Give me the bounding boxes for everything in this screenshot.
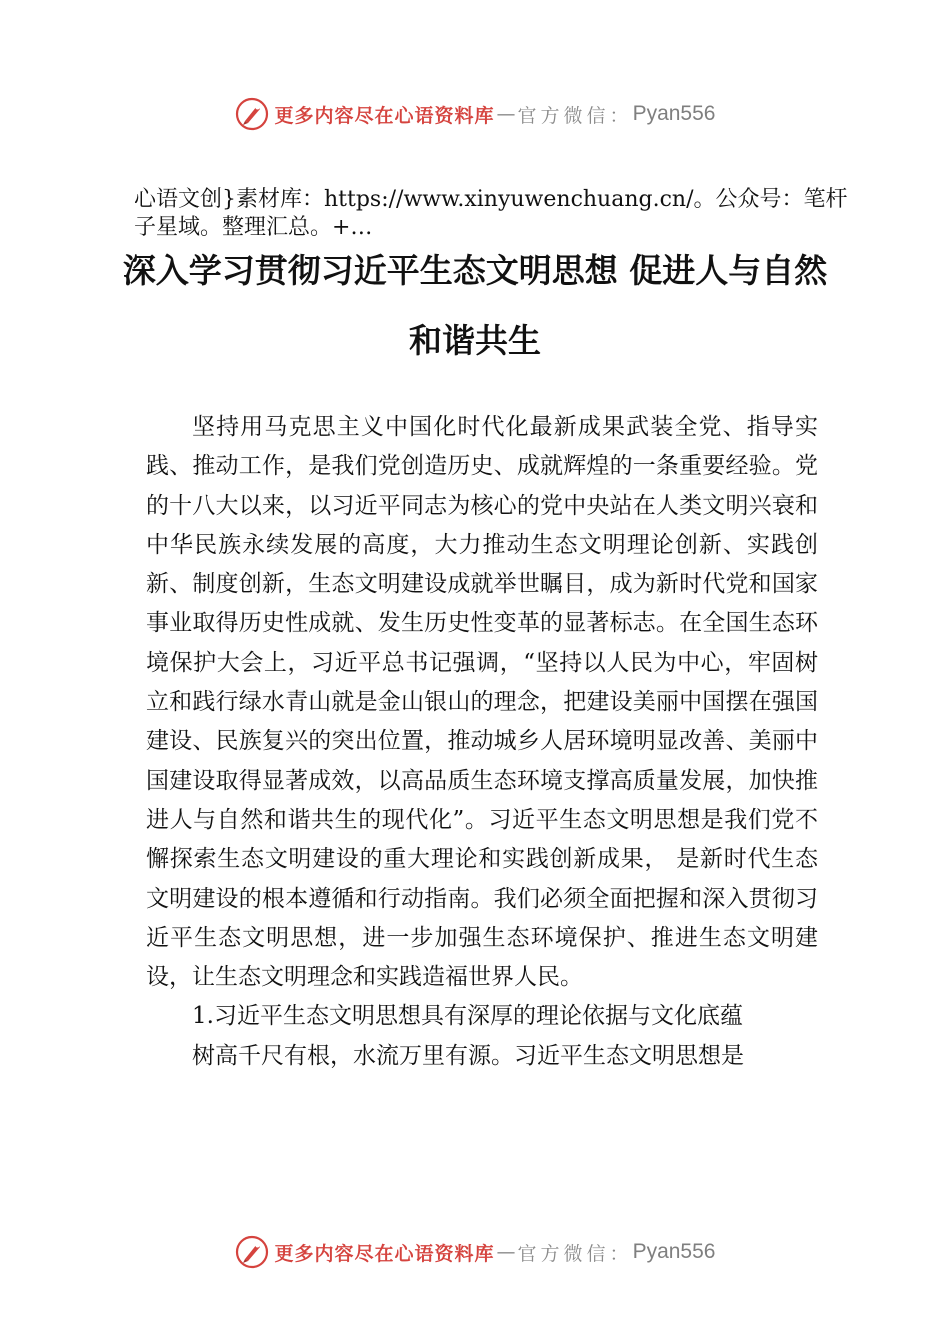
header-banner — [0, 94, 950, 134]
banner-dash: — — [496, 1241, 516, 1263]
section-heading: 1.习近平生态文明思想具有深厚的理论依据与文化底蕴 — [192, 1003, 743, 1030]
section-paragraph: 树高千尺有根，水流万里有源。习近平生态文明思想是 — [192, 1042, 744, 1069]
banner-wechat-id: Pyan556 — [632, 1240, 716, 1263]
document-body — [146, 408, 818, 1076]
banner-brand-text: 更多内容尽在心语资料库 — [274, 104, 495, 127]
banner-brand-text: 更多内容尽在心语资料库 — [274, 1242, 495, 1265]
body-paragraph: 坚持用马克思主义中国化时代化最新成果武装全党、指导实践、推动工作，是我们党创造历史、成就辉煌的一条重要经验。党的十八大以来，以习近平同志为核心的党中央站在人类文明兴衰和中华民族永续发展的高度，大力推动生态文明理论创新、实践创新、制度创新，生态文明建设成就举世瞩目，成为新时代党和国家事业取得历史性成就、发生历史性变革的显著标志。在全国生态环境保护大会上，习近平总书记强调，“坚持以人民为中心，牢固树立和践行绿水青山就是金山银山的理念，把建设美丽中国摆在强国建设、民族复兴的突出位置，推动城乡人居环境明显改善、美丽中国建设取得显著成效，以高品质生态环境支撑高质量发展，加快推进人与自然和谐共生的现代化”。习近平生态文明思想是我们党不懈探索生态文明建设的重大理论和实践创新成果， 是新时代生态文明建设的根本遵循和行动指南。我们必须全面把握和深入贯彻习近平生态文明思想，进一步加强生态环境保护、推进生态文明建设，让生态文明理念和实践造福世界人民。 — [146, 414, 818, 991]
banner-wechat-label: 官方微信： — [517, 1242, 633, 1265]
pen-nib-logo-icon — [235, 97, 269, 131]
banner-dash: — — [496, 103, 516, 125]
source-note: 心语文创}素材库：https://www.xinyuwenchuang.cn/。公众号：笔杆子星域。整理汇总。+… — [134, 187, 848, 240]
document-title: 深入学习贯彻习近平生态文明思想 促进人与自然和谐共生 — [122, 251, 828, 360]
pen-nib-logo-icon — [235, 1235, 269, 1269]
banner-wechat-id: Pyan556 — [632, 102, 716, 125]
banner-wechat-label: 官方微信： — [517, 104, 633, 127]
footer-banner — [0, 1232, 950, 1272]
